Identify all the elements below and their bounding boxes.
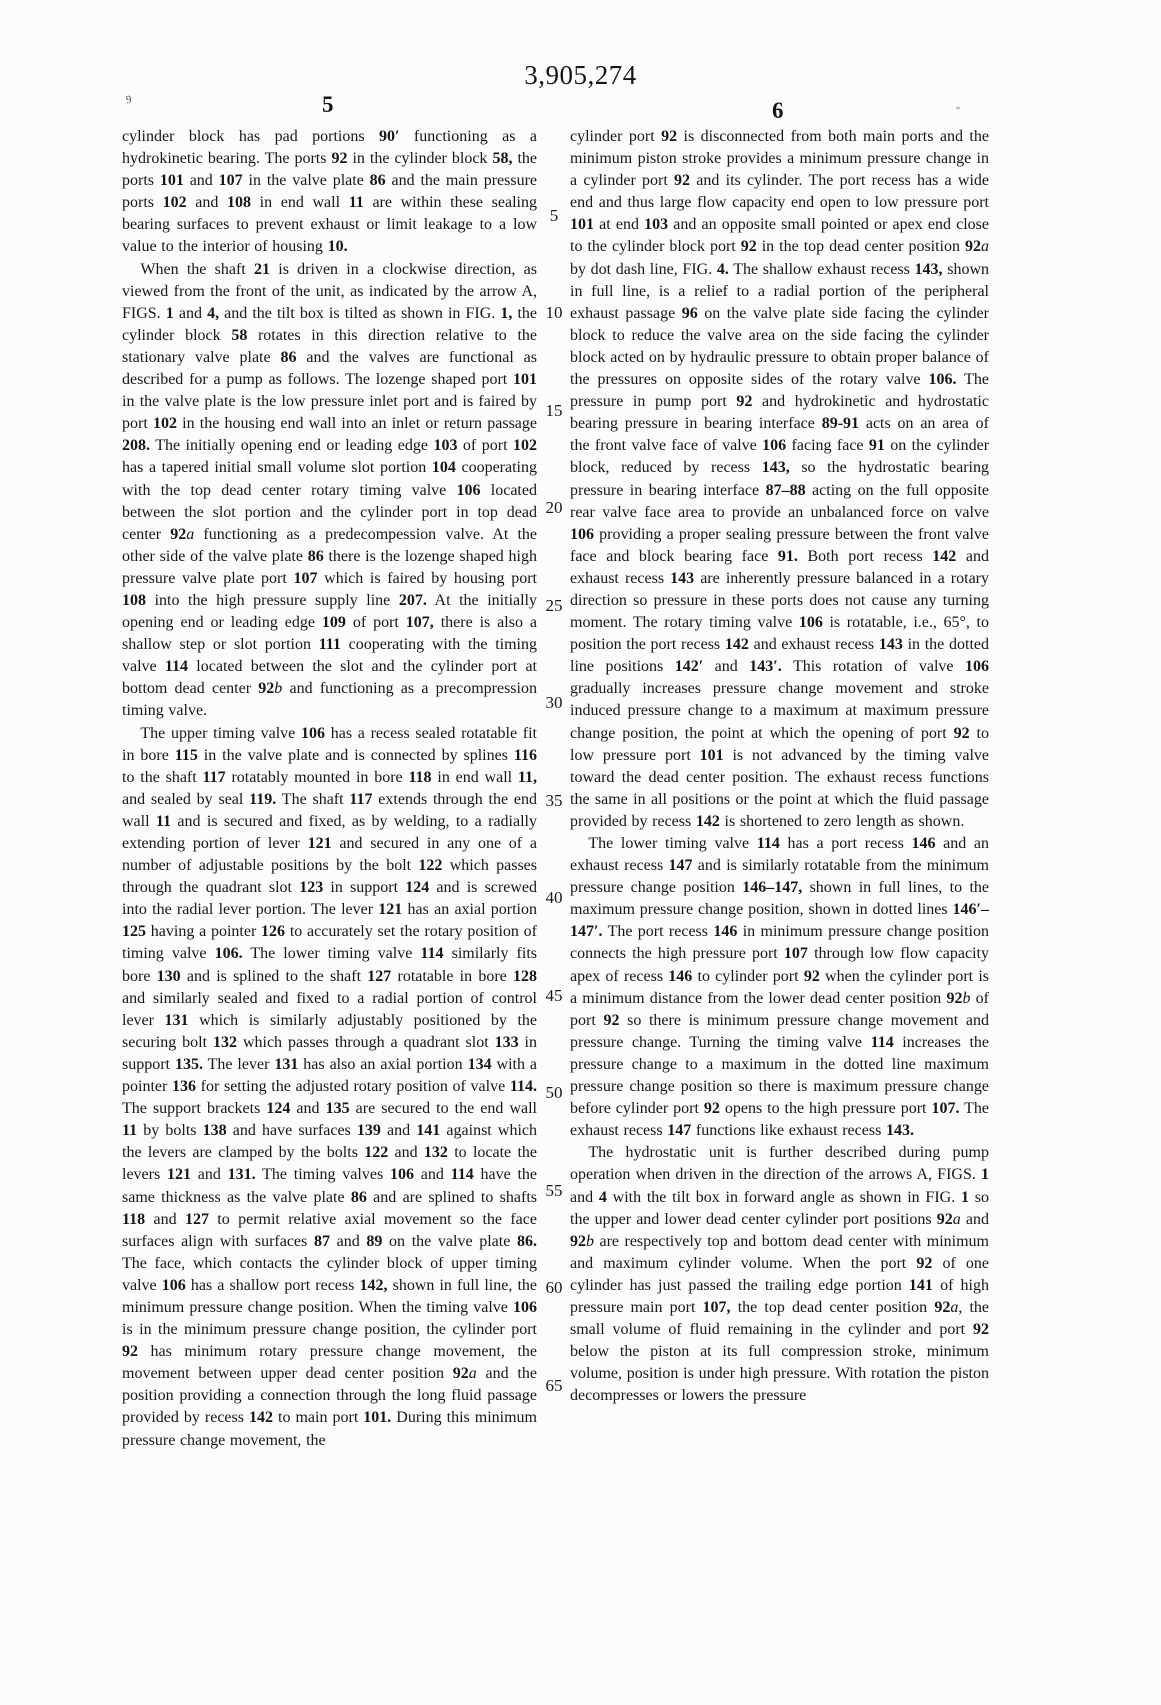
paragraph: When the shaft 21 is driven in a clockwise direction, as viewed from the front of the unit, as indicated by the arrow A, FIGS. 1 and 4, and the tilt box is tilted as shown in FIG. 1, the cylinder block 58 rotates in this direction relative to the stationary valve plate 86 and the valves are functional as described for a pump as follows. The lozenge shaped port 101 in the valve plate is the low pressure inlet port and is faired by port 102 in the housing end wall into an inlet or return passage 208. The initially opening end or leading edge 103 of port 102 has a tapered initial small volume slot portion 104 cooperating with the top dead center rotary timing valve 106 located between the slot portion and the cylinder port in top dead center 92a functioning as a predecompession valve. At the other side of the valve plate 86 there is the lozenge shaped high pressure valve plate port 107 which is faired by housing port 108 into the high pressure supply line 207. At the initially opening end or leading edge 109 of port 107, there is also a shallow step or slot portion 111 cooperating with the timing valve 114 located between the slot and the cylinder port at bottom dead center 92b and functioning as a precompression timing valve. bbox=[122, 260, 538, 720]
column-number-right: 6 bbox=[772, 98, 784, 123]
paragraph: The hydrostatic unit is further described during pump operation when driven in the direction of the arrows A, FIGS. 1 and 4 with the tilt box in forward angle as shown in FIG. 1 so the upper and lower dead center cylinder port positions 92a and 92b are respectively top and bottom dead center with minimum and maximum cylinder volume. When the port 92 of one cylinder has just passed the trailing edge portion 141 of high pressure main port 107, the top dead center position 92a, the small volume of fluid remaining in the cylinder and port 92 below the piston at its full compression stroke, minimum volume, position is under high pressure. With rotation the piston decompresses or lowers the pressure bbox=[570, 1144, 990, 1405]
patent-number: 3,905,274 bbox=[524, 60, 637, 90]
line-number: 55 bbox=[545, 1181, 563, 1200]
line-number: 10 bbox=[545, 303, 563, 322]
line-number: 65 bbox=[545, 1376, 563, 1395]
line-number: 50 bbox=[545, 1083, 563, 1102]
line-number: 25 bbox=[545, 596, 563, 615]
scan-artifact-mark: ″ bbox=[956, 106, 961, 117]
column-left bbox=[122, 126, 537, 1452]
line-number: 40 bbox=[545, 888, 563, 907]
line-number: 30 bbox=[545, 693, 563, 712]
paragraph: The upper timing valve 106 has a recess sealed rotatable fit in bore 115 in the valve plate and is connected by splines 116 to the shaft 117 rotatably mounted in bore 118 in end wall 11, and sealed by seal 119. The shaft 117 extends through the end wall 11 and is secured and fixed, as by welding, to a radially extending portion of lever 121 and secured in any one of a number of adjustable positions by the bolt 122 which passes through the quadrant slot 123 in support 124 and is screwed into the radial lever portion. The lever 121 has an axial portion 125 having a pointer 126 to accurately set the rotary position of timing valve 106. The lower timing valve 114 similarly fits bore 130 and is splined to the shaft 127 rotatable in bore 128 and similarly sealed and fixed to a radial portion of control lever 131 which is similarly adjustably positioned by the securing bolt 132 which passes through a quadrant slot 133 in support 135. The lever 131 has also an axial portion 134 with a pointer 136 for setting the adjusted rotary position of valve 114. The support brackets 124 and 135 are secured to the end wall 11 by bolts 138 and have surfaces 139 and 141 against which the levers are clamped by the bolts 122 and 132 to locate the levers 121 and 131. The timing valves 106 and 114 have the same thickness as the valve plate 86 and are splined to shafts 118 and 127 to permit relative axial movement so the face surfaces align with surfaces 87 and 89 on the valve plate 86. The face, which contacts the cylinder block of upper timing valve 106 has a shallow port recess 142, shown in full line, the minimum pressure change position. When the timing valve 106 is in the minimum pressure change position, the cylinder port 92 has minimum rotary pressure change movement, the movement between upper dead center position 92a and the position providing a connection through the long fluid passage provided by recess 142 to main port 101. During this minimum pressure change movement, the bbox=[122, 724, 538, 1449]
line-number: 45 bbox=[545, 986, 563, 1005]
paragraph: cylinder port 92 is disconnected from both main ports and the minimum piston stroke provides a minimum pressure change in a cylinder port 92 and its cylinder. The port recess has a wide end and thus large flow capacity end open to low pressure port 101 at end 103 and an opposite small pointed or apex end close to the cylinder block port 92 in the top dead center position 92a by dot dash line, FIG. 4. The shallow exhaust recess 143, shown in full line, is a relief to a radial portion of the peripheral exhaust passage 96 on the valve plate side facing the cylinder block to reduce the valve area on the side facing the cylinder block acted on by hydraulic pressure to obtain proper balance of the pressures on opposite sides of the rotary valve 106. The pressure in pump port 92 and hydrokinetic and hydrostatic bearing pressure in bearing interface 89-91 acts on an area of the front valve face of valve 106 facing face 91 on the cylinder block, reduced by recess 143, so the hydrostatic bearing pressure in bearing interface 87–88 acting on the full opposite rear valve face area to provide an unbalanced force on valve 106 providing a proper sealing pressure between the front valve face and block bearing face 91. Both port recess 142 and exhaust recess 143 are inherently pressure balanced in a rotary direction so pressure in these ports does not cause any turning moment. The rotary timing valve 106 is rotatable, i.e., 65°, to position the port recess 142 and exhaust recess 143 in the dotted line positions 142′ and 143′. This rotation of valve 106 gradually increases pressure change movement and stroke induced pressure change to a maximum at maximum pressure change position, the point at which the opening of port 92 to low pressure port 101 is not advanced by the timing valve toward the dead center position. The exhaust recess functions the same in all positions or the point at which the fluid passage provided by recess 142 is shortened to zero length as shown. bbox=[570, 128, 990, 830]
line-number: 15 bbox=[545, 401, 563, 420]
line-number: 5 bbox=[549, 206, 559, 225]
line-number: 35 bbox=[545, 791, 563, 810]
line-number: 60 bbox=[545, 1278, 563, 1297]
paragraph: The lower timing valve 114 has a port recess 146 and an exhaust recess 147 and is similarly rotatable from the minimum pressure change position 146–147, shown in full lines, to the maximum pressure change position, shown in dotted lines 146′–147′. The port recess 146 in minimum pressure change position connects the high pressure port 107 through low flow capacity apex of recess 146 to cylinder port 92 when the cylinder port is a minimum distance from the lower dead center position 92b of port 92 so there is minimum pressure change movement and pressure change. Turning the timing valve 114 increases the pressure change to a maximum in the dotted line maximum pressure change position so there is maximum pressure change before cylinder port 92 opens to the high pressure port 107. The exhaust recess 147 functions like exhaust recess 143. bbox=[570, 835, 990, 1140]
paragraph: cylinder block has pad portions 90′ functioning as a hydrokinetic bearing. The ports 92 in the cylinder block 58, the ports 101 and 107 in the valve plate 86 and the main pressure ports 102 and 108 in end wall 11 are within these sealing bearing surfaces to prevent exhaust or limit leakage to a low value to the interior of housing 10. bbox=[122, 128, 538, 256]
column-right bbox=[570, 126, 989, 1407]
column-number-left: 5 bbox=[322, 92, 334, 117]
line-number: 20 bbox=[545, 498, 563, 517]
scan-artifact-mark: 9 bbox=[125, 93, 133, 107]
